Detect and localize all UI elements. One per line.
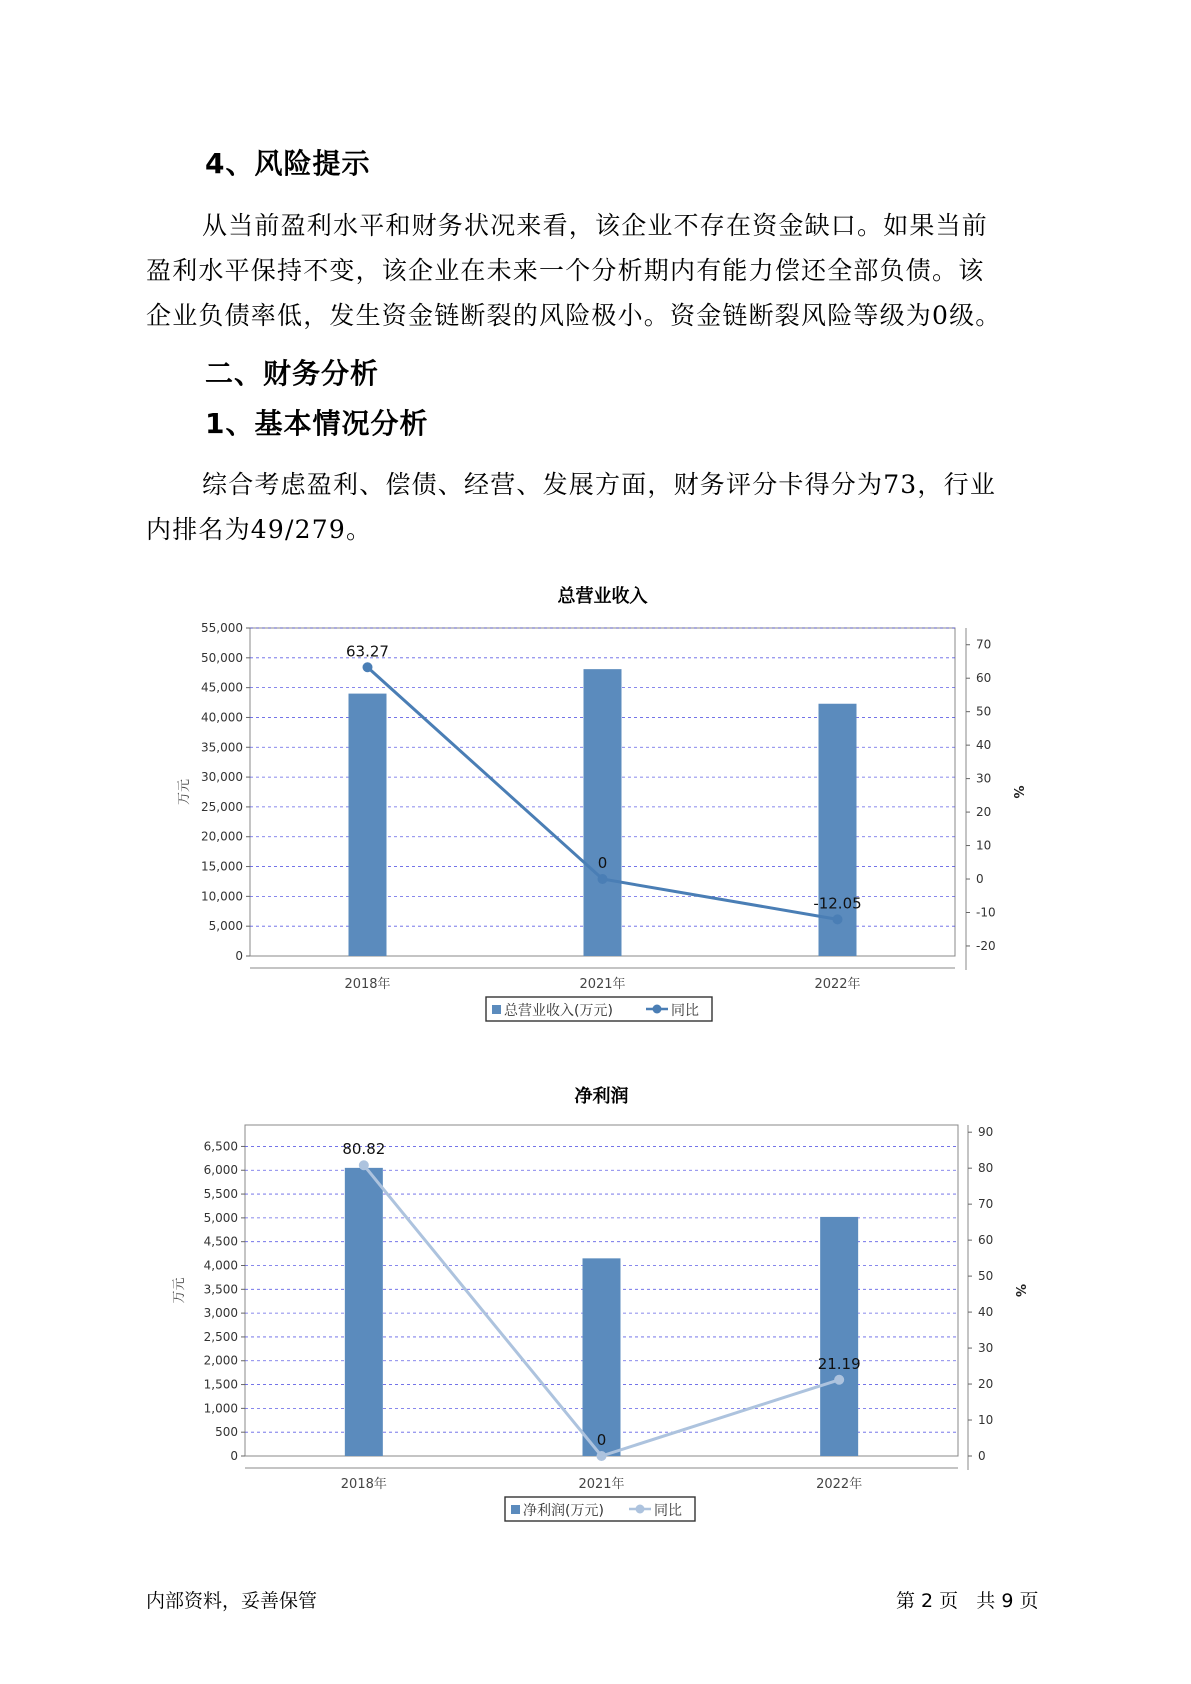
- legend-line-label: 同比: [671, 1003, 699, 1019]
- y2-tick-label: 70: [978, 1197, 994, 1212]
- line-point: [597, 1451, 607, 1461]
- data-label: 0: [597, 854, 608, 873]
- y-tick-label: 15,000: [201, 859, 243, 874]
- risk-line-2: 盈利水平保持不变，该企业在未来一个分析期内有能力偿还全部负债。该: [146, 256, 985, 285]
- data-label: 63.27: [346, 642, 389, 661]
- line-point: [833, 914, 843, 924]
- x-tick-label: 2018年: [344, 977, 391, 992]
- basic-line-1: 综合考虑盈利、偿债、经营、发展方面，财务评分卡得分为73，行业: [202, 470, 997, 499]
- risk-line-3: 企业负债率低，发生资金链断裂的风险极小。资金链断裂风险等级为0级。: [146, 301, 1002, 330]
- risk-paragraph: [146, 203, 1046, 338]
- y-axis-label: 万元: [172, 1277, 187, 1304]
- footer-note: 内部资料，妥善保管: [146, 1590, 318, 1612]
- y-tick-label: 20,000: [201, 829, 243, 844]
- data-label: 0: [596, 1431, 607, 1449]
- y-tick-label: 3,000: [203, 1306, 238, 1321]
- y2-axis-label: %: [1012, 1283, 1027, 1298]
- y2-tick-label: 10: [978, 1413, 994, 1428]
- y2-tick-label: 90: [978, 1125, 994, 1140]
- x-tick-label: 2021年: [579, 977, 626, 992]
- revenue-chart: [0, 580, 1191, 1040]
- x-tick-label: 2021年: [578, 1477, 625, 1492]
- finance-heading: 二、财务分析: [205, 357, 380, 390]
- y-axis-label: 万元: [177, 778, 192, 806]
- y2-tick-label: -10: [976, 905, 996, 920]
- y2-tick-label: 80: [978, 1161, 994, 1176]
- y2-tick-label: 40: [976, 738, 992, 753]
- legend-bar-swatch: [492, 1005, 501, 1014]
- x-tick-label: 2022年: [816, 1477, 863, 1492]
- y2-tick-label: 20: [978, 1377, 994, 1392]
- data-label: 80.82: [342, 1140, 386, 1159]
- y-tick-label: 50,000: [201, 650, 243, 665]
- y-tick-label: 5,500: [203, 1187, 238, 1202]
- y-tick-label: 10,000: [201, 889, 243, 904]
- y2-tick-label: 0: [976, 872, 984, 887]
- y2-tick-label: 10: [976, 838, 992, 853]
- y-tick-label: 45,000: [201, 680, 243, 695]
- legend-bar-label: 总营业收入(万元): [504, 1003, 613, 1019]
- x-tick-label: 2022年: [814, 977, 861, 992]
- legend-line-marker: [636, 1505, 645, 1514]
- chart-svg: [0, 580, 1191, 1040]
- x-tick-label: 2018年: [340, 1477, 387, 1492]
- y-tick-label: 25,000: [201, 799, 243, 814]
- y-tick-label: 30,000: [201, 770, 243, 785]
- y2-tick-label: 0: [978, 1449, 986, 1463]
- line-point: [834, 1375, 844, 1385]
- chart-title: 净利润: [574, 1086, 629, 1107]
- legend-bar-label: 净利润(万元): [523, 1503, 604, 1519]
- bar-mark: [584, 669, 622, 956]
- y-tick-label: 4,000: [203, 1258, 238, 1273]
- y-tick-label: 2,000: [203, 1353, 238, 1368]
- y-tick-label: 0: [230, 1449, 238, 1463]
- y-tick-label: 5,000: [208, 919, 243, 934]
- legend-line-marker: [653, 1005, 662, 1014]
- y-tick-label: 35,000: [201, 740, 243, 755]
- y-tick-label: 5,000: [203, 1210, 238, 1225]
- risk-line-1: 从当前盈利水平和财务状况来看，该企业不存在资金缺口。如果当前: [202, 211, 989, 240]
- y-tick-label: 1,000: [203, 1401, 238, 1416]
- line-point: [363, 662, 373, 672]
- y2-tick-label: -20: [976, 938, 996, 953]
- legend-line-label: 同比: [654, 1503, 682, 1519]
- chart-title: 总营业收入: [557, 586, 648, 607]
- y2-tick-label: 40: [978, 1305, 994, 1320]
- y-tick-label: 55,000: [201, 621, 243, 635]
- basic-line-2: 内排名为49/279。: [146, 515, 373, 544]
- y2-tick-label: 60: [978, 1233, 994, 1248]
- y-tick-label: 1,500: [203, 1377, 238, 1392]
- y2-tick-label: 70: [976, 637, 992, 652]
- data-label: -12.05: [813, 894, 862, 913]
- line-point: [359, 1160, 369, 1170]
- y2-tick-label: 50: [976, 704, 992, 719]
- y-tick-label: 3,500: [203, 1282, 238, 1297]
- bar-mark: [820, 1217, 858, 1456]
- y-tick-label: 4,500: [203, 1234, 238, 1249]
- line-point: [598, 874, 608, 884]
- y2-tick-label: 50: [978, 1269, 994, 1284]
- bar-mark: [349, 694, 387, 956]
- y-tick-label: 0: [235, 949, 243, 963]
- y2-axis-label: %: [1010, 785, 1025, 799]
- y-tick-label: 500: [215, 1425, 238, 1440]
- data-label: 21.19: [817, 1354, 861, 1373]
- y2-tick-label: 30: [976, 771, 992, 786]
- risk-heading: 4、风险提示: [205, 147, 371, 180]
- y-tick-label: 40,000: [201, 710, 243, 725]
- y2-tick-label: 20: [976, 805, 992, 820]
- chart-svg: [0, 1080, 1191, 1530]
- net-profit-chart: [0, 1080, 1191, 1530]
- y-tick-label: 2,500: [203, 1329, 238, 1344]
- basic-heading: 1、基本情况分析: [205, 407, 429, 440]
- legend-bar-swatch: [511, 1505, 520, 1514]
- y-tick-label: 6,500: [203, 1139, 238, 1154]
- basic-paragraph: [146, 462, 1046, 552]
- bar-mark: [583, 1258, 621, 1456]
- footer-page-number: 第 2 页 共 9 页: [896, 1590, 1039, 1612]
- y-tick-label: 6,000: [203, 1163, 238, 1178]
- bar-mark: [345, 1168, 383, 1456]
- y2-tick-label: 60: [976, 671, 992, 686]
- y2-tick-label: 30: [978, 1341, 994, 1356]
